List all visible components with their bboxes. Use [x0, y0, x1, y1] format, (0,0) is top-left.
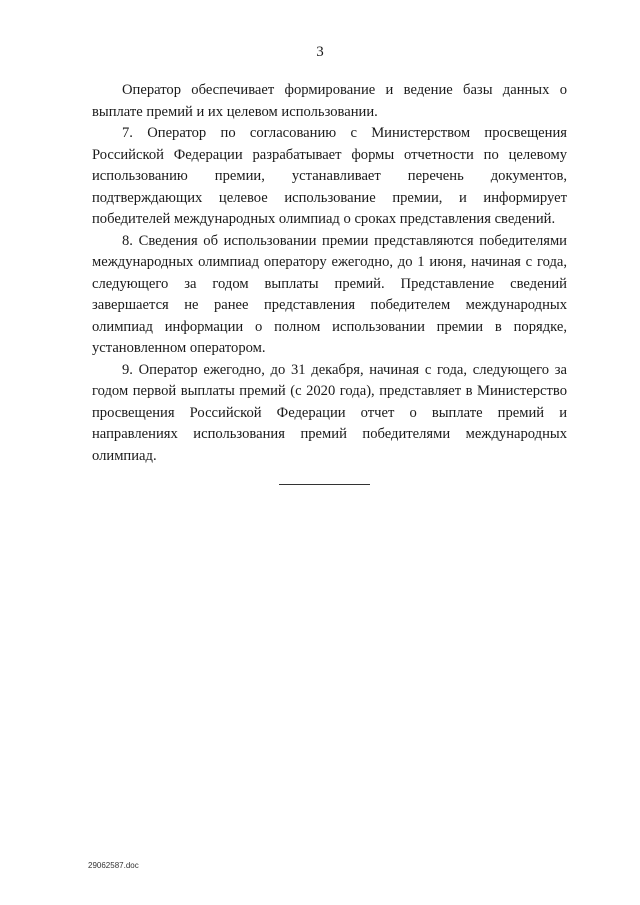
- footer-document-id: 29062587.doc: [88, 861, 139, 870]
- paragraph-operator-database: Оператор обеспечивает формирование и ведение базы данных о выплате премий и их целевом использовании.: [92, 82, 567, 120]
- paragraph-item-8: 8. Сведения об использовании премии представляются победителями международных олимпиад оператору ежегодно, до 1 июня, начиная с года, следующего за годом выплаты премий. Представление сведений завершается не ранее представления победителем международных олимпиад информации о полном использовании премии в порядке, установленном оператором.: [92, 232, 567, 356]
- paragraph-item-7: 7. Оператор по согласованию с Министерством просвещения Российской Федерации разрабатывает формы отчетности по целевому использованию премии, устанавливает перечень документов, подтверждающих целевое использование премии, и информирует победителей международных олимпиад о сроках представления сведений.: [92, 125, 567, 227]
- paragraph-item-9: 9. Оператор ежегодно, до 31 декабря, начиная с года, следующего за годом первой выплаты премий (с 2020 года), представляет в Министерство просвещения Российской Федерации отчет о выплате премий и направлениях использования премий победителями международных олимпиад.: [92, 361, 567, 464]
- document-body: [92, 80, 567, 467]
- end-separator-line: [279, 484, 370, 485]
- page-number: 3: [316, 44, 324, 60]
